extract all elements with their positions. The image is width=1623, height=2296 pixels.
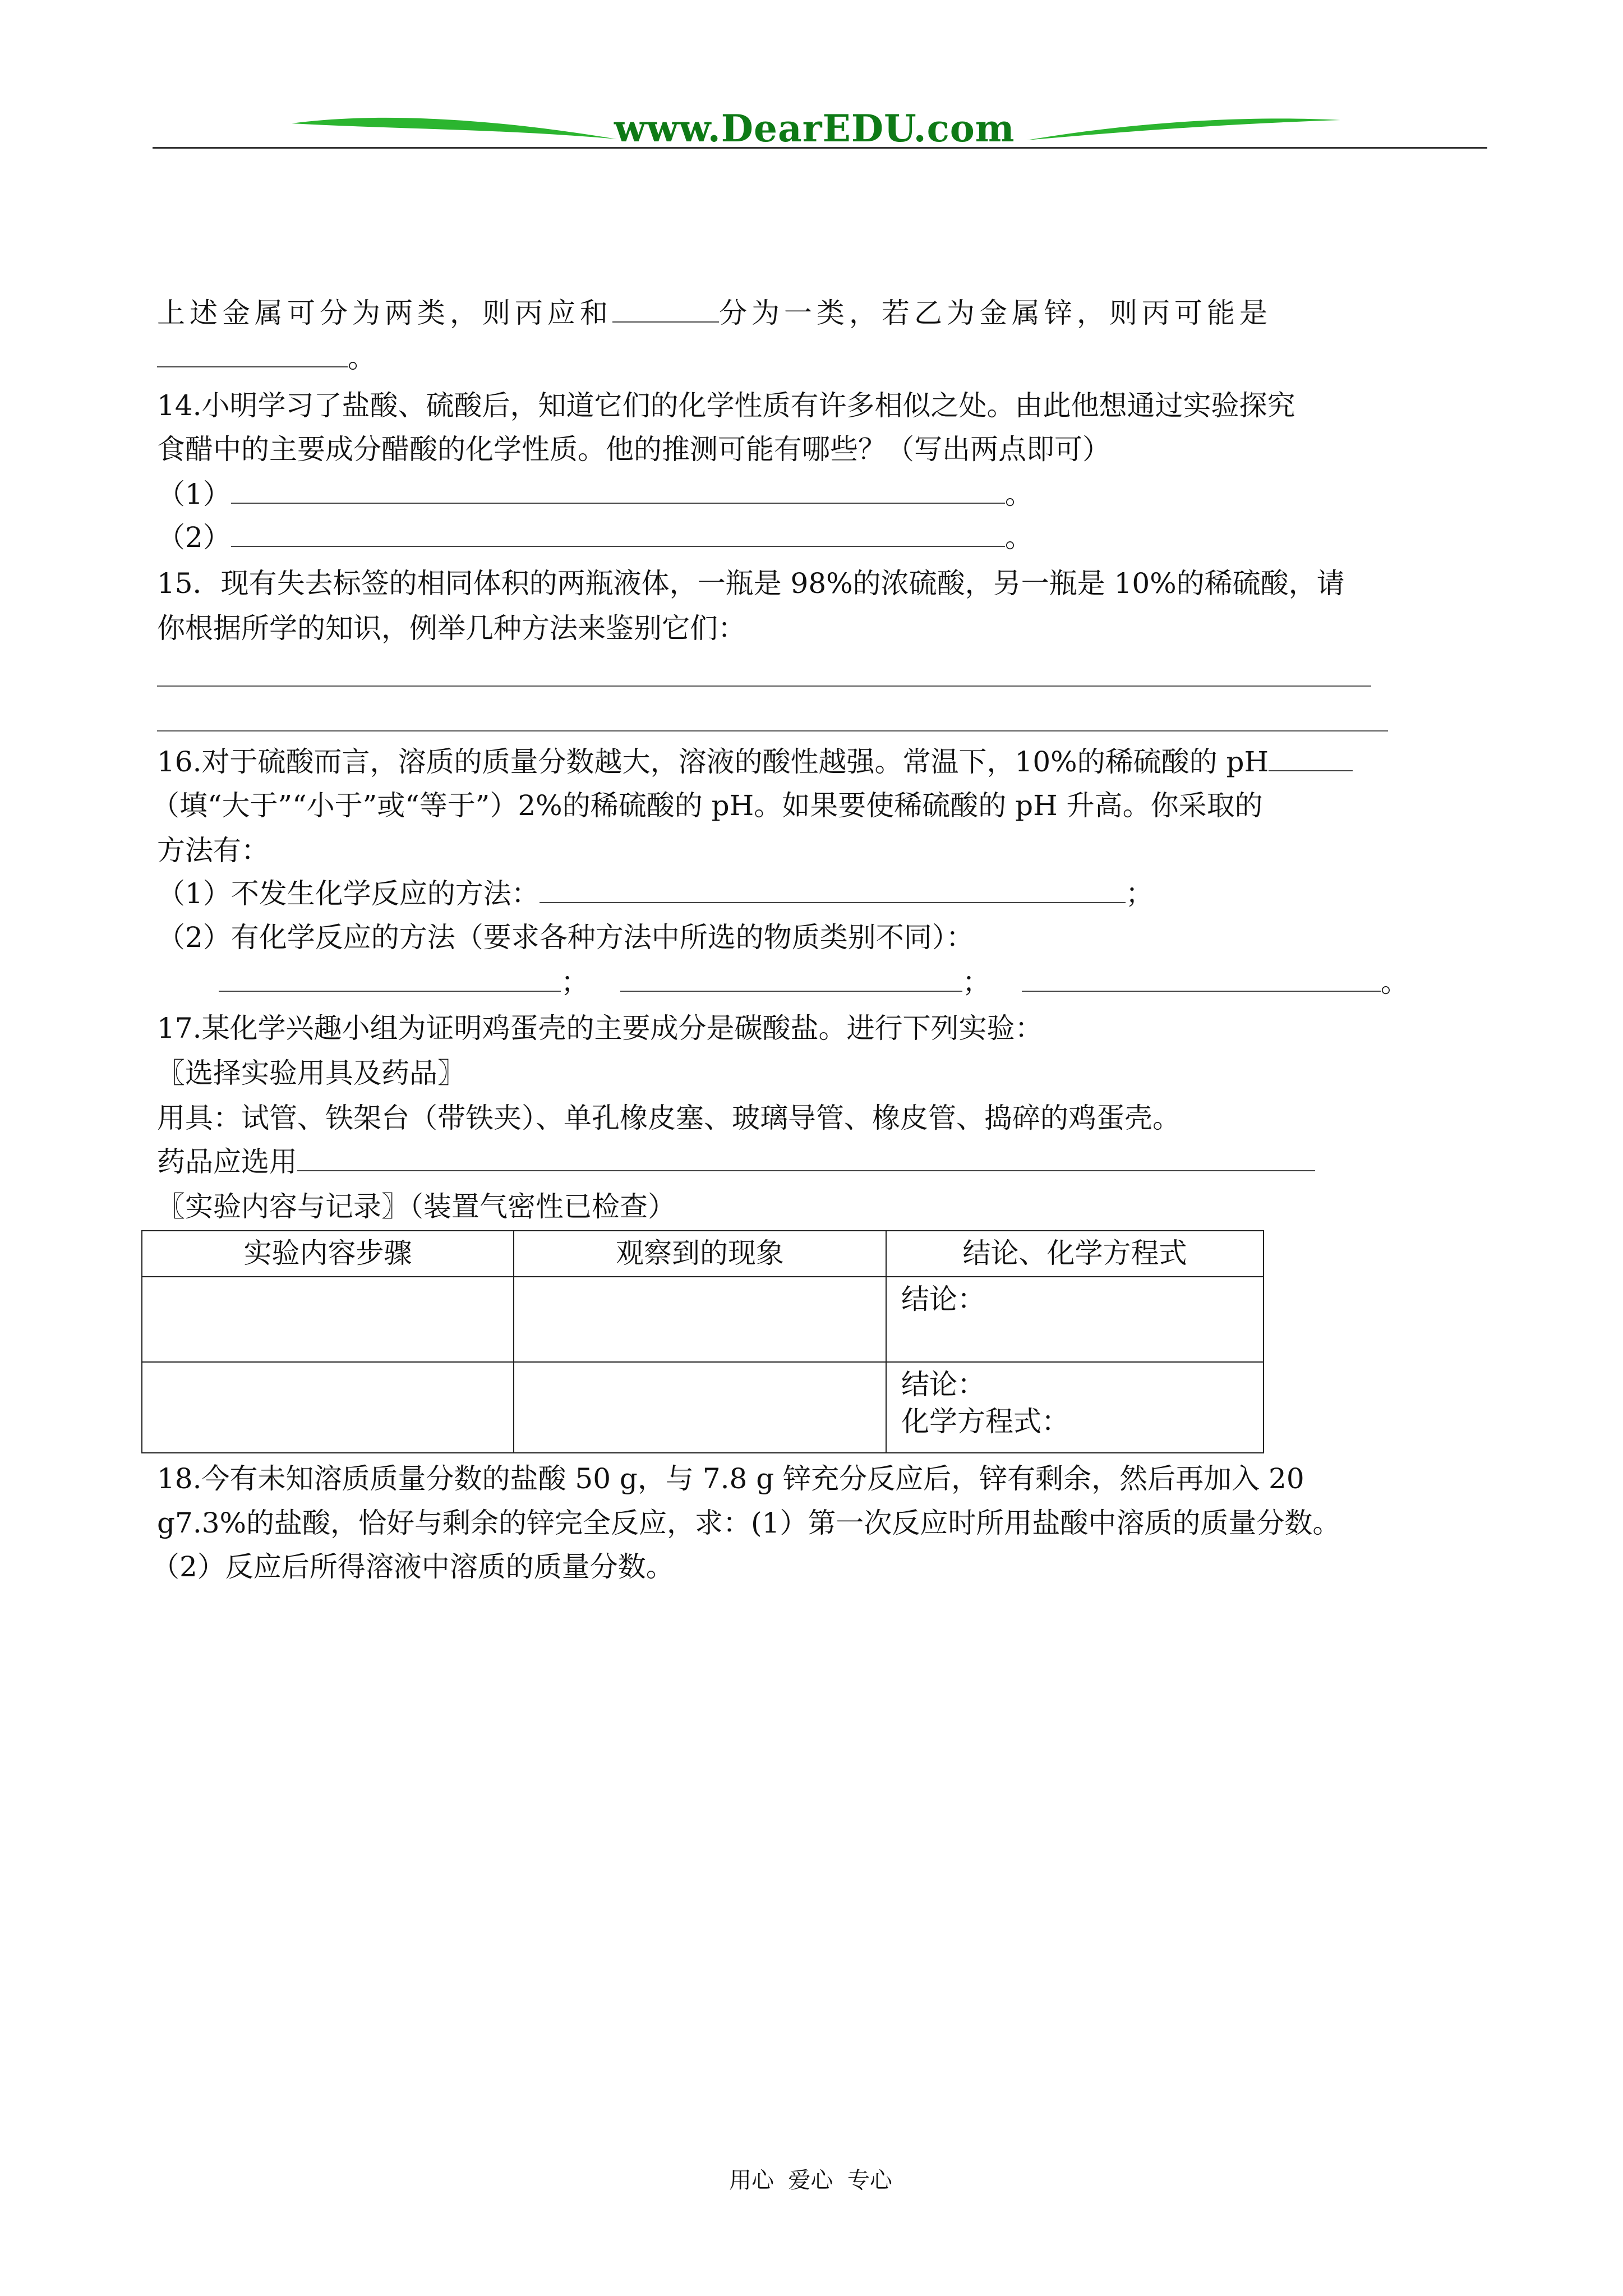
logo-swoosh-right xyxy=(1026,116,1340,145)
q13-line2: 。 xyxy=(157,339,376,376)
table-cell-phenomenon[interactable] xyxy=(514,1277,886,1362)
header-rule xyxy=(153,147,1487,149)
q17-line1: 17.某化学兴趣小组为证明鸡蛋壳的主要成分是碳酸盐。进行下列实验： xyxy=(157,1012,1043,1045)
q13-blank2[interactable] xyxy=(157,339,348,367)
q16-blank4[interactable] xyxy=(1022,964,1381,992)
q15-line1: 15．现有失去标签的相同体积的两瓶液体，一瓶是 98%的浓硫酸，另一瓶是 10%的稀硫酸，请 xyxy=(157,567,1345,600)
q18-line2: g7.3%的盐酸，恰好与剩余的锌完全反应，求：(1）第一次反应时所用盐酸中溶质的质量分数。 xyxy=(157,1507,1341,1539)
q17-drugs: 药品应选用 xyxy=(157,1143,1315,1180)
q16-item2-blanks: ； ； 。 xyxy=(219,964,1409,1001)
q17-section-tools: 〖选择实验用具及药品〗 xyxy=(157,1057,465,1089)
q16-line2: （填“大于”“小于”或“等于”）2%的稀硫酸的 pH。如果要使稀硫酸的 pH 升高。你采取的 xyxy=(151,789,1263,822)
table-cell-conclusion[interactable]: 结论： 化学方程式： xyxy=(886,1362,1264,1453)
page-footer: 用心 爱心 专心 xyxy=(729,2168,892,2193)
q16-blank-ph[interactable] xyxy=(1269,743,1353,771)
q14-item2: （2） 。 xyxy=(157,519,1033,556)
q16-blank1[interactable] xyxy=(540,875,1126,903)
table-cell-phenomenon[interactable] xyxy=(514,1362,886,1453)
q16-blank3[interactable] xyxy=(620,964,962,992)
q17-section-record: 〖实验内容与记录〗（装置气密性已检查） xyxy=(157,1190,676,1223)
table-cell-conclusion[interactable]: 结论： xyxy=(886,1277,1264,1362)
q17-tools: 用具：试管、铁架台（带铁夹）、单孔橡皮塞、玻璃导管、橡皮管、捣碎的鸡蛋壳。 xyxy=(157,1102,1181,1134)
logo-text: www.DearEDU.com xyxy=(614,107,1015,150)
q14-blank2[interactable] xyxy=(231,519,1005,547)
q15-answer-line1[interactable] xyxy=(157,685,1371,687)
q16-item1: （1）不发生化学反应的方法： ； xyxy=(157,875,1154,912)
logo-swoosh-left xyxy=(292,112,617,146)
q18-line1: 18.今有未知溶质质量分数的盐酸 50 g，与 7.8 g 锌充分反应后，锌有剩余，然后再加入 20 xyxy=(157,1462,1304,1495)
experiment-table xyxy=(141,1230,1264,1453)
q14-blank1[interactable] xyxy=(231,476,1005,504)
table-row xyxy=(142,1362,1264,1453)
q17-blank-drugs[interactable] xyxy=(297,1143,1315,1171)
table-cell-step[interactable] xyxy=(142,1362,514,1453)
q16-line3: 方法有： xyxy=(157,834,269,867)
q16-item2: （2）有化学反应的方法（要求各种方法中所选的物质类别不同）： xyxy=(157,921,974,954)
q14-line2: 食醋中的主要成分醋酸的化学性质。他的推测可能有哪些？（写出两点即可） xyxy=(157,433,1110,466)
table-row xyxy=(142,1277,1264,1362)
table-header-cell: 观察到的现象 xyxy=(514,1231,886,1277)
table-header-cell: 结论、化学方程式 xyxy=(886,1231,1264,1277)
q18-line3: （2）反应后所得溶液中溶质的质量分数。 xyxy=(151,1550,674,1583)
q15-answer-line2[interactable] xyxy=(157,730,1388,731)
q16-blank2[interactable] xyxy=(219,964,561,992)
q16-line1: 16.对于硫酸而言，溶质的质量分数越大，溶液的酸性越强。常温下，10%的稀硫酸的 pH xyxy=(157,743,1353,780)
q13-blank1[interactable] xyxy=(612,295,719,323)
table-header-row xyxy=(142,1231,1264,1277)
q14-line1: 14.小明学习了盐酸、硫酸后，知道它们的化学性质有许多相似之处。由此他想通过实验探究 xyxy=(157,389,1295,422)
table-cell-step[interactable] xyxy=(142,1277,514,1362)
q15-line2: 你根据所学的知识，例举几种方法来鉴别它们： xyxy=(157,612,746,645)
table-header-cell: 实验内容步骤 xyxy=(142,1231,514,1277)
q14-item1: （1） 。 xyxy=(157,476,1033,513)
q13-line1: 上述金属可分为两类，则丙应和 分为一类，若乙为金属锌，则丙可能是 xyxy=(157,295,1272,332)
